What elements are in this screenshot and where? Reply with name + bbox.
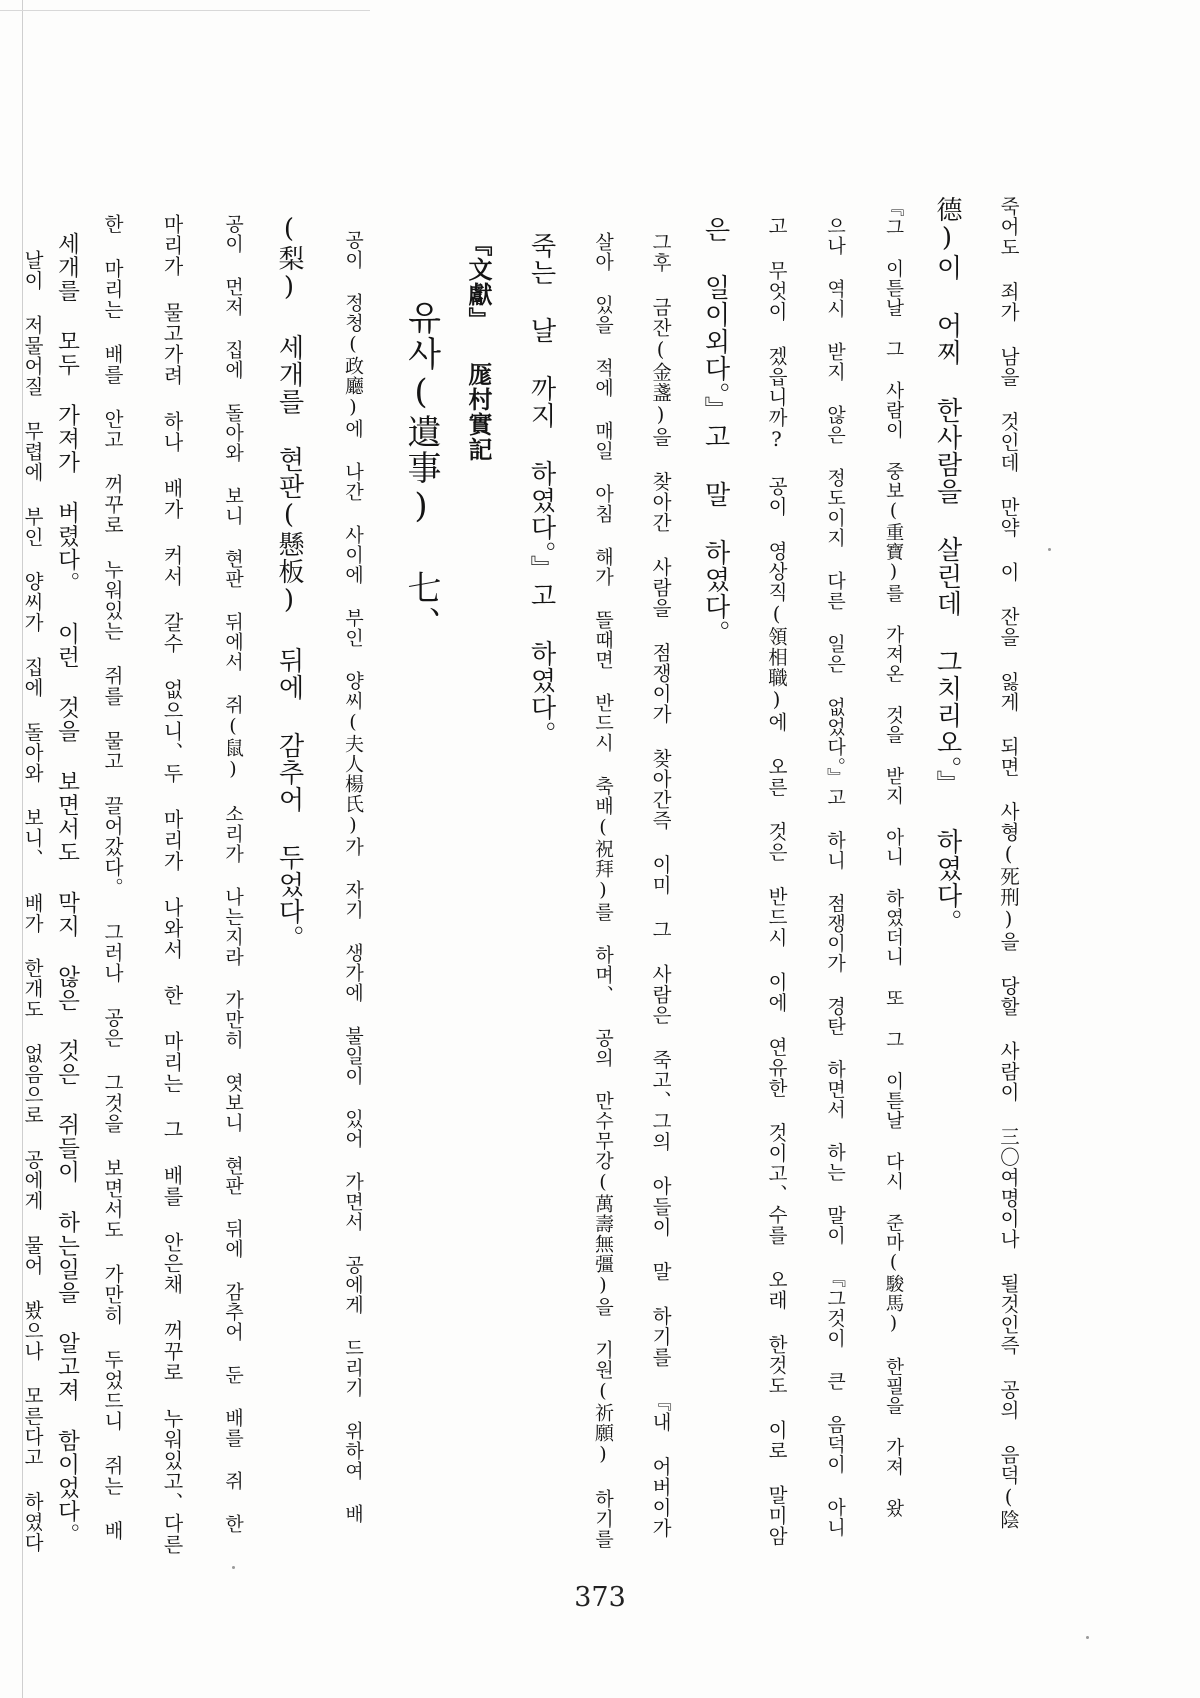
text-column: 으나 역시 받지 않은 정도이지 다른 일은 없었다。』고 하니 점쟁이가 경탄 하면서 하는 말이 『그것이 큰 음덕이 아니 bbox=[824, 216, 846, 1538]
text-column: 그후 금잔(金盞)을 찾아간 사람을 점쟁이가 찾아간즉 이미 그 사람은 죽고、그의 아들이 말 하기를 『내 어버이가 bbox=[649, 232, 672, 1539]
scan-speck bbox=[1086, 1636, 1089, 1639]
text-column: 『그 이튿날 그 사람이 중보(重寶)를 가져온 것을 받지 아니 하였더니 또 그 이튿날 다시 준마(駿馬) 한필을 가져 왔 bbox=[883, 198, 904, 1518]
page-number: 373 bbox=[574, 1582, 626, 1613]
text-column: 죽는 날 까지 하였다。』고 하였다。 bbox=[526, 232, 556, 748]
text-column: 마리가 물고가려 하나 배가 커서 갈수 없으니、두 마리가 나와서 한 마리는 그 배를 안은채 꺼꾸로 누워있고、다른 bbox=[160, 214, 184, 1555]
text-column: 죽어도 죄가 남을 것인데 만약 이 잔을 잃게 되면 사형(死刑)을 당할 사람이 三〇여명이나 될것인즉 공의 음덕(陰 bbox=[997, 196, 1020, 1530]
scan-speck bbox=[1048, 548, 1051, 551]
text-column: (梨) 세개를 현판(懸板) 뒤에 감추어 두었다。 bbox=[274, 214, 304, 952]
source-note: 『文獻』 厖村實記 bbox=[464, 232, 493, 462]
text-column: 한 마리는 배를 안고 꺼꾸로 누워있는 쥐를 물고 끌어갔다。 그러나 공은 그것을 보면서도 가만히 두었드니 쥐는 배 bbox=[101, 214, 124, 1541]
text-column: 은 일이외다。』고 말 하였다。 bbox=[700, 216, 730, 647]
scan-speck bbox=[232, 1566, 235, 1569]
text-column: 고 무엇이 겠읍니까? 공이 영상직(領相職)에 오른 것은 반드시 이에 연유한 것이고、수를 오래 한것도 이로 말미암 bbox=[765, 216, 788, 1547]
text-column: 공이 먼저 집에 돌아와 보니 현판 뒤에서 쥐(鼠) 소리가 나는지라 가만히 엿보니 현판 뒤에 감추어 둔 배를 쥐 한 bbox=[222, 214, 244, 1534]
text-column: 날이 저물어질 무렵에 부인 양씨가 집에 돌아와 보니、 배가 한개도 없음으로 공에게 물어 봤으나 모른다고 하였다 bbox=[21, 250, 44, 1553]
scan-top-line bbox=[0, 10, 370, 11]
section-heading: 유사(遺事) 七、 bbox=[401, 300, 441, 642]
text-column: 세개를 모두 가져가 버렸다。 이런 것을 보면서도 막지 않은 것은 쥐들이 하는일을 알고져 함이었다。 bbox=[54, 232, 80, 1547]
text-column: 德)이 어찌 한사람을 살린데 그치리오。』 하였다。 bbox=[932, 196, 962, 936]
text-column: 살아 있을 적에 매일 아침 해가 뜰때면 반드시 축배(祝拜)를 하며、 공의 만수무강(萬壽無彊)을 기원(祈願) 하기를 bbox=[592, 232, 614, 1549]
text-column: 공이 정청(政廳)에 나간 사이에 부인 양씨(夫人楊氏)가 자기 생가에 불일이 있어 가면서 공에게 드리기 위하여 배 bbox=[342, 230, 364, 1524]
